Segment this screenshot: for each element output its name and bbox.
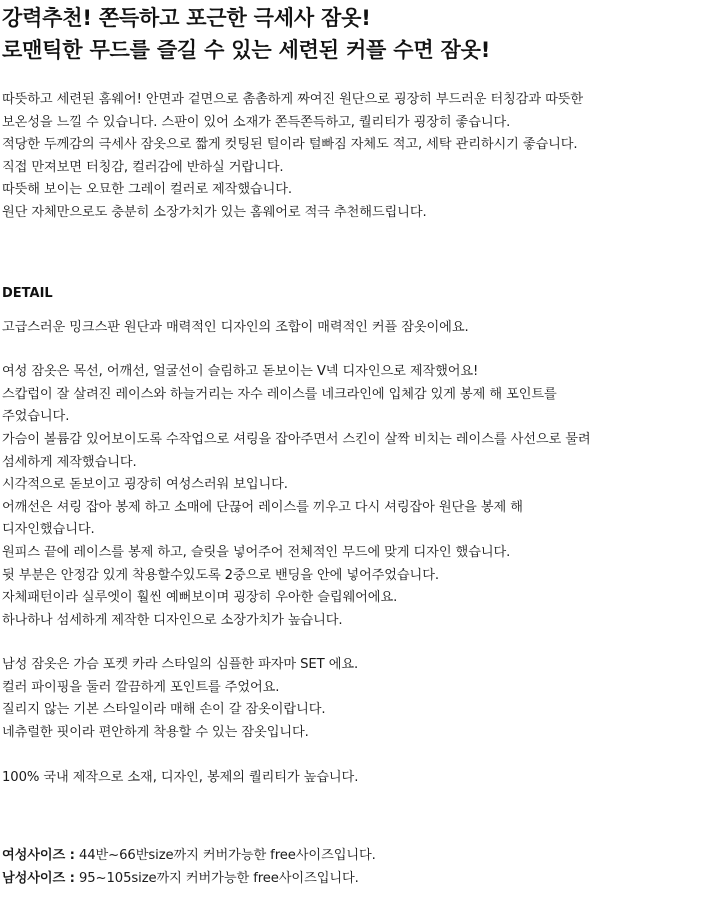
intro-line: 보온성을 느낄 수 있습니다. 스판이 있어 소재가 쫀득쫀득하고, 퀄리티가 굉장히 좋습니다.	[2, 114, 511, 130]
intro-line: 직접 만져보면 터칭감, 컬러감에 반하실 거랍니다.	[2, 159, 284, 175]
size-info	[2, 845, 704, 890]
detail-heading: DETAIL	[2, 285, 53, 301]
intro-paragraph	[2, 89, 704, 225]
intro-line: 적당한 두께감의 극세사 잠옷으로 짧게 컷팅된 털이라 털빠짐 자체도 적고, 세탁 관리하시기 좋습니다.	[2, 137, 578, 153]
women-line: 섬세하게 제작했습니다.	[2, 454, 137, 470]
men-line: 질리지 않는 기본 스타일이라 매해 손이 갈 잠옷이랍니다.	[2, 702, 326, 718]
women-line: 디자인했습니다.	[2, 522, 95, 538]
headline-line-2: 로맨틱한 무드를 즐길 수 있는 세련된 커플 수면 잠옷!	[2, 38, 491, 62]
women-line: 여성 잠옷은 목선, 어깨선, 얼굴선이 슬림하고 돋보이는 V넥 디자인으로 제작했어요!	[2, 364, 479, 380]
women-line: 자체패턴이라 실루엣이 훨씬 예뻐보이며 굉장히 우아한 슬립웨어에요.	[2, 590, 398, 606]
women-size-label: 여성사이즈 :	[2, 848, 75, 864]
women-line: 하나하나 섬세하게 제작한 디자인으로 소장가치가 높습니다.	[2, 612, 343, 628]
women-line: 어깨선은 셔링 잡아 봉제 하고 소매에 단끊어 레이스를 끼우고 다시 셔링잡아 원단을 봉제 해	[2, 499, 523, 515]
headline-line-1: 강력추천! 쫀득하고 포근한 극세사 잠옷!	[2, 6, 371, 30]
women-line: 스캅럽이 잘 살려진 레이스와 하늘거리는 자수 레이스를 네크라인에 입체감 있게 봉제 해 포인트를	[2, 386, 557, 402]
men-description	[2, 654, 704, 744]
detail-lead	[2, 317, 704, 340]
intro-line: 따뜻해 보이는 오묘한 그레이 컬러로 제작했습니다.	[2, 182, 292, 198]
women-size-row	[2, 845, 704, 868]
men-size-label: 남성사이즈 :	[2, 870, 75, 886]
detail-lead-line: 고급스러운 밍크스판 원단과 매력적인 디자인의 조합이 매력적인 커플 잠옷이에요.	[2, 319, 469, 335]
men-line: 컬러 파이핑을 둘러 깔끔하게 포인트를 주었어요.	[2, 679, 280, 695]
men-size-value: 95~105size까지 커버가능한 free사이즈입니다.	[74, 870, 359, 886]
quality-note	[2, 767, 704, 790]
women-line: 주었습니다.	[2, 409, 70, 425]
headline	[2, 0, 704, 66]
quality-line: 100% 국내 제작으로 소재, 디자인, 봉제의 퀄리티가 높습니다.	[2, 769, 359, 785]
women-line: 원피스 끝에 레이스를 봉제 하고, 슬릿을 넣어주어 전체적인 무드에 맞게 디자인 했습니다.	[2, 544, 511, 560]
men-size-row	[2, 868, 704, 891]
women-line: 시각적으로 돋보이고 굉장히 여성스러워 보입니다.	[2, 477, 288, 493]
women-line: 뒷 부분은 안정감 있게 착용할수있도록 2중으로 밴딩을 안에 넣어주었습니다.	[2, 567, 439, 583]
men-line: 남성 잠옷은 가슴 포켓 카라 스타일의 심플한 파자마 SET 에요.	[2, 657, 359, 673]
women-description	[2, 361, 704, 632]
women-line: 가슴이 볼륨감 있어보이도록 수작업으로 셔링을 잡아주면서 스킨이 살짝 비치는 레이스를 사선으로 물려	[2, 431, 591, 447]
men-line: 네츄럴한 핏이라 편안하게 착용할 수 있는 잠옷입니다.	[2, 725, 309, 741]
intro-line: 원단 자체만으로도 충분히 소장가치가 있는 홈웨어로 적극 추천해드립니다.	[2, 204, 427, 220]
women-size-value: 44반~66반size까지 커버가능한 free사이즈입니다.	[74, 848, 376, 864]
intro-line: 따뜻하고 세련된 홈웨어! 안면과 겉면으로 촘촘하게 짜여진 원단으로 굉장히 부드러운 터칭감과 따뜻한	[2, 92, 584, 107]
